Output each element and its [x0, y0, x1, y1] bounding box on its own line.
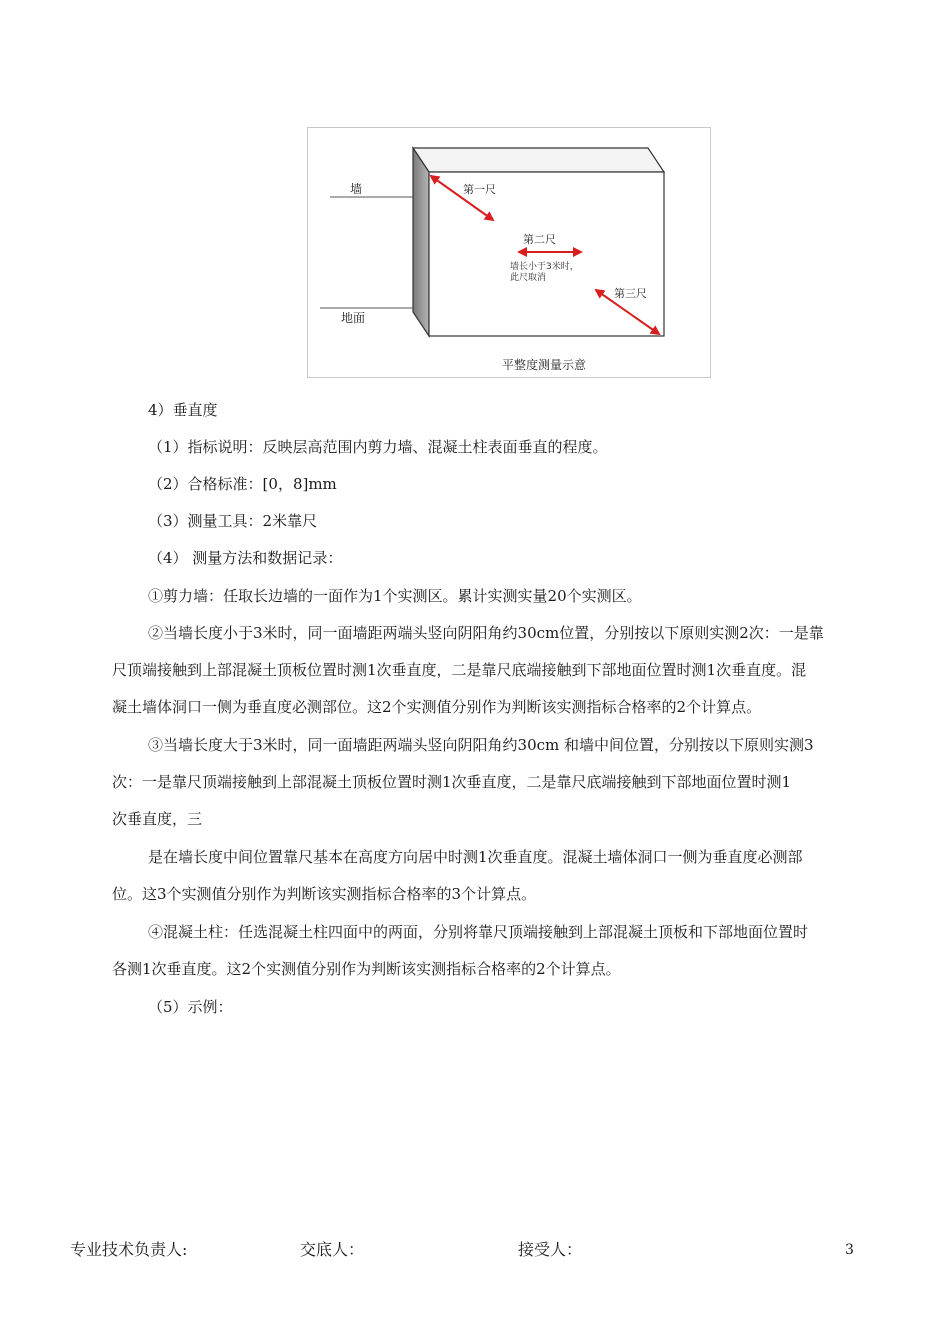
ruler-2-note: 墙长小于3米时， 此尺取消 [510, 262, 579, 283]
wall-label: 墙 [350, 182, 363, 196]
item-measuring-tool: （3）测量工具：2米靠尺 [148, 512, 318, 530]
footer-receiver: 接受人： [518, 1240, 583, 1259]
footer-presenter: 交底人： [300, 1240, 365, 1259]
para-column-line1: ④混凝土柱：任选混凝土柱四面中的两面，分别将靠尺顶端接触到上部混凝土顶板和下部地面位置时 [148, 923, 809, 941]
flatness-measurement-diagram [307, 127, 711, 378]
para-middle-line2: 位。这3个实测值分别作为判断该实测指标合格率的3个计算点。 [112, 885, 537, 903]
page-number: 3 [845, 1242, 854, 1258]
para-long-wall-line3: 次垂直度，三 [112, 810, 203, 828]
item-indicator-description: （1）指标说明：反映层高范围内剪力墙、混凝土柱表面垂直的程度。 [148, 438, 608, 456]
ruler-3-label: 第三尺 [614, 287, 647, 300]
item-method-heading: （4） 测量方法和数据记录： [148, 549, 343, 567]
figure-caption: 平整度测量示意 [502, 358, 587, 372]
ground-label: 地面 [341, 311, 366, 325]
para-long-wall-line1: ③当墙长度大于3米时，同一面墙距两端头竖向阴阳角约30cm 和墙中间位置，分别按以下原则实测3 [148, 736, 814, 754]
ruler-1-label: 第一尺 [463, 183, 496, 196]
wall-side-face [413, 148, 429, 336]
section-title: 4）垂直度 [148, 401, 218, 419]
para-short-wall-line3: 凝土墙体洞口一侧为垂直度必测部位。这2个实测值分别作为判断该实测指标合格率的2个计算点。 [112, 698, 762, 716]
para-long-wall-line2: 次：一是靠尺顶端接触到上部混凝土顶板位置时测1次垂直度，二是靠尺底端接触到下部地面位置时测1 [112, 773, 792, 791]
footer-tech-lead: 专业技术负责人: [70, 1240, 188, 1259]
wall-illustration [308, 128, 712, 379]
para-shear-wall: ①剪力墙：任取长边墙的一面作为1个实测区。累计实测实量20个实测区。 [148, 587, 642, 605]
para-short-wall-line2: 尺顶端接触到上部混凝土顶板位置时测1次垂直度，二是靠尺底端接触到下部地面位置时测1次垂直度。混 [112, 661, 807, 679]
para-short-wall-line1: ②当墙长度小于3米时，同一面墙距两端头竖向阴阳角约30cm位置，分别按以下原则实测2次：一是靠 [148, 624, 824, 642]
para-middle-line1: 是在墙长度中间位置靠尺基本在高度方向居中时测1次垂直度。混凝土墙体洞口一侧为垂直度必测部 [148, 848, 803, 866]
wall-front-face [429, 172, 664, 336]
ruler-2-label: 第二尺 [523, 233, 556, 246]
item-qualified-standard: （2）合格标准：[0，8]mm [148, 475, 337, 493]
item-example: （5）示例： [148, 998, 233, 1016]
para-column-line2: 各测1次垂直度。这2个实测值分别作为判断该实测指标合格率的2个计算点。 [112, 960, 621, 978]
wall-top-face [413, 148, 664, 172]
